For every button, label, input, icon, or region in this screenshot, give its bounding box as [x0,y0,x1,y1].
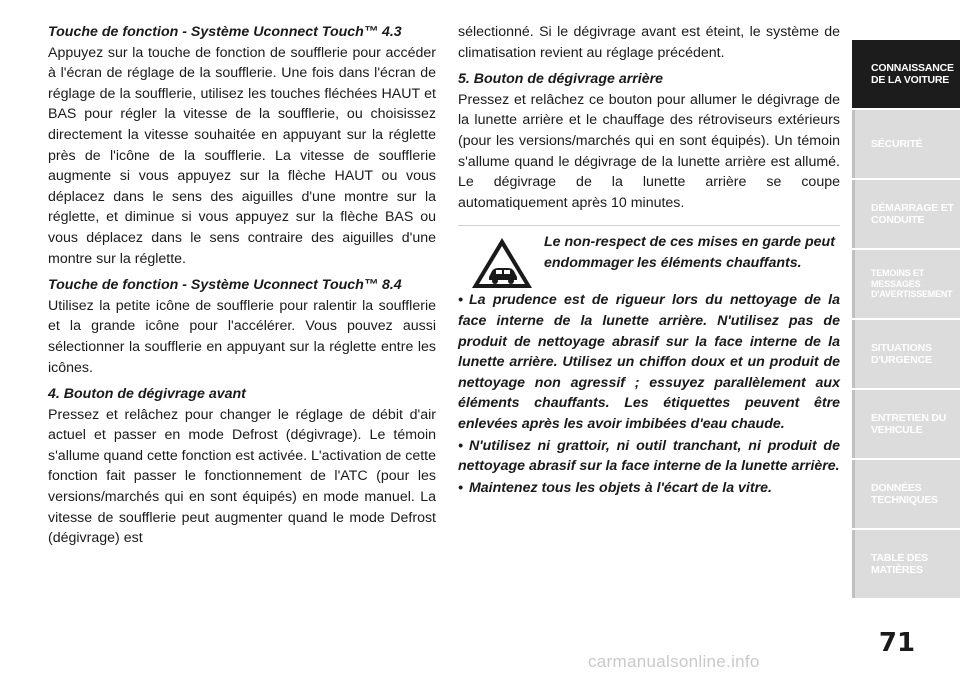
tab-temoins[interactable]: TEMOINS ET MESSAGES D'AVERTISSEMENT [852,250,960,318]
continuation-text: sélectionné. Si le dégivrage avant est éteint, le système de climatisation revient au réglage précédent. [458,24,840,61]
tab-demarrage[interactable]: DÉMARRAGE ET CONDUITE [852,180,960,248]
tab-table[interactable]: TABLE DES MATIÈRES [852,530,960,598]
warning-separator [458,225,840,226]
middle-column [458,22,840,499]
section-body-uconnect-84: Utilisez la petite icône de soufflerie pour ralentir la soufflerie et la grande icône pour l'accélérer. Vous pouvez aussi sélectionner la soufflerie en appuyant sur la réglette entre les icônes. [48,297,436,376]
warning-bullet: • La prudence est de rigueur lors du nettoyage de la face interne de la lunette arrière. N'utilisez pas de produit de nettoyage abrasif sur la face interne de la lunette arrière. Utilisez un chiffon doux et un produit de nettoyage non agressif ; essuyez parallèlement aux éléments chauffants. Les étiquettes peuvent être enlevées après les avoir imbibées d'eau chaude. [458,292,840,432]
section-heading-uconnect-43: Touche de fonction - Système Uconnect Touch™ 4.3 [48,24,402,40]
section-heading-rear-defrost: 5. Bouton de dégivrage arrière [458,71,663,88]
section-body-uconnect-43: Appuyez sur la touche de fonction de soufflerie pour accéder à l'écran de réglage de la soufflerie. Une fois dans l'écran de réglage de la soufflerie, utilisez les touches fléchées HAUT et BAS pour régler la vitesse de la soufflerie, ou choisissez directement la vitesse souhaitée en appuyant sur la réglette près de l'icône de la soufflerie. La vitesse de soufflerie augmente si vous appuyez sur la flèche HAUT ou vous déplacez dans le sens des aiguilles d'une montre sur la réglette, et diminue si vous appuyez sur la flèche BAS ou vous déplacez dans le sens contraire des aiguilles d'une montre sur la réglette. [48,44,436,267]
warning-car-triangle-icon [470,236,534,290]
tab-connaissance[interactable]: CONNAISSANCE DE LA VOITURE [852,40,960,108]
warning-block [458,232,840,290]
chapter-sidebar [852,0,960,678]
tab-urgence[interactable]: SITUATIONS D'URGENCE [852,320,960,388]
page-number: 71 [878,628,916,658]
section-heading-uconnect-84: Touche de fonction - Système Uconnect Touch™ 8.4 [48,277,402,294]
warning-bullet: • N'utilisez ni grattoir, ni outil tranchant, ni produit de nettoyage abrasif sur la face interne de la lunette arrière. [458,437,840,475]
tab-entretien[interactable]: ENTRETIEN DU VEHICULE [852,390,960,458]
section-body-front-defrost: Pressez et relâchez pour changer le réglage de débit d'air actuel et passer en mode Defrost (dégivrage). Le témoin s'allume quand cette fonction est activée. L'activation de cette fonction fait passer le fonctionnement de l'ATC (pour les versions/marchés qui en sont équipés) en mode manuel. La vitesse de soufflerie peut augmenter quand le mode Defrost (dégivrage) est [48,406,436,547]
warning-intro: Le non-respect de ces mises en garde peut endommager les éléments chauffants. [544,234,835,271]
tab-securite[interactable]: SÉCURITÉ [852,110,960,178]
warning-bullet: • Maintenez tous les objets à l'écart de la vitre. [458,479,772,496]
section-heading-front-defrost: 4. Bouton de dégivrage avant [48,386,246,403]
watermark: carmanualsonline.info [588,652,760,671]
left-column [48,22,436,555]
section-body-rear-defrost: Pressez et relâchez ce bouton pour allumer le dégivrage de la lunette arrière et le chauffage des rétroviseurs extérieurs (pour les versions/marchés qui en sont équipés). Un témoin s'allume quand le dégivrage de la lunette arrière est allumé. Le dégivrage de la lunette arrière se coupe automatiquement après 10 minutes. [458,91,840,211]
tab-donnees[interactable]: DONNÉES TECHNIQUES [852,460,960,528]
